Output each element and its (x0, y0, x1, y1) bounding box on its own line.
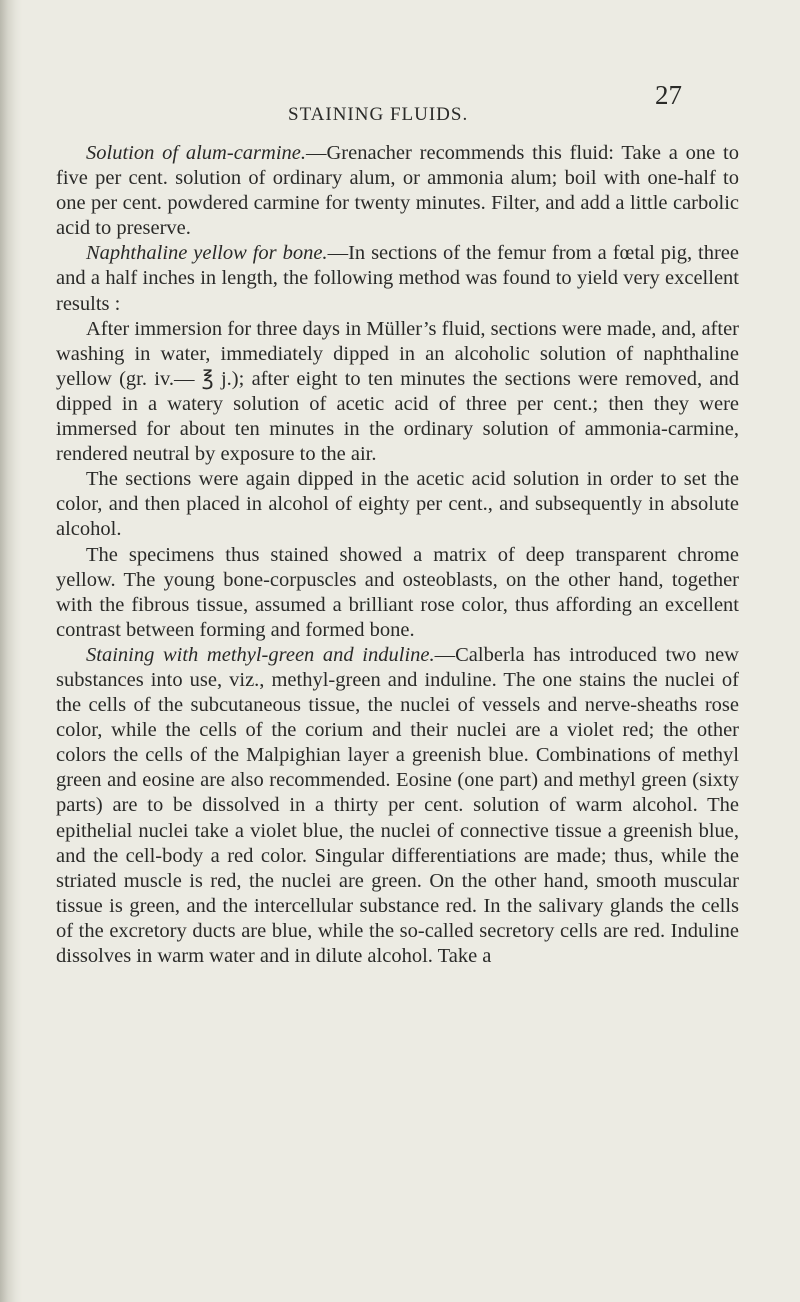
paragraph-mullers-fluid-method (56, 317, 739, 468)
page-header (0, 80, 800, 134)
paragraph-text: —Grenacher recommends this fluid: Take a one to five per cent. solution of ordinary alum, or ammonia alum; boil with one-half to one per cent. powdered carmine for twenty minutes. Filter, and add a little carbolic acid to preserve. (56, 142, 739, 240)
paragraph-specimens-result (56, 543, 739, 643)
section-heading: Naphthaline yellow for bone. (86, 242, 328, 265)
paragraph-text: After immersion for three days in Müller’s fluid, sections were made, and, after washing in water, immediately dipped in an alcoholic solution of naphthaline yellow (gr. iv.— ℥ j.); after eight to ten minutes the sections were removed, and dipped in a watery solution of acetic acid of three per cent.; then they were immersed for about ten minutes in the ordinary solution of ammonia-carmine, rendered neutral by exposure to the air. (56, 317, 739, 466)
paragraph-text: The specimens thus stained showed a matrix of deep transparent chrome yellow. The young bone-corpuscles and osteoblasts, on the other hand, together with the fibrous tissue, assumed a brilliant rose color, thus affording an excellent contrast between forming and formed bone. (56, 543, 739, 641)
page-edge-shadow (0, 0, 22, 1302)
paragraph-acetic-acid-set (56, 467, 739, 542)
paragraph-naphthaline-yellow (56, 241, 739, 316)
paragraph-text: —Calberla has introduced two new substances into use, viz., methyl-green and induline. The one stains the nuclei of the cells of the subcutaneous tissue, the nuclei of vessels and nerve-sheaths rose color, while the cells of the corium and their nuclei are a violet red; the other colors the cells of the Malpighian layer a greenish blue. Combinations of methyl green and eosine are also recommended. Eosine (one part) and methyl green (sixty parts) are to be dissolved in a thirty per cent. solution of warm alcohol. The epithelial nuclei take a violet blue, the nuclei of connective tissue a greenish blue, and the cell-body a red color. Singular differentiations are made; thus, while the striated muscle is red, the nuclei are green. On the other hand, smooth muscular tissue is green, and the intercellular substance red. In the salivary glands the cells of the excretory ducts are blue, while the so-called secretory cells are red. Induline dissolves in warm water and in dilute alcohol. Take a (56, 643, 739, 967)
paragraph-text: The sections were again dipped in the acetic acid solution in order to set the color, and then placed in alcohol of eighty per cent., and subsequently in absolute alcohol. (56, 468, 739, 541)
page-number: 27 (655, 80, 682, 110)
running-head: STAINING FLUIDS. (288, 104, 469, 125)
section-heading: Staining with methyl-green and induline. (86, 643, 435, 666)
paragraph-text: —In sections of the femur from a fœtal pig, three and a half inches in length, the following method was found to yield very excellent results : (56, 242, 739, 315)
page-body (56, 141, 739, 969)
section-heading: Solution of alum-carmine. (86, 142, 306, 164)
paragraph-alum-carmine (56, 141, 739, 241)
paragraph-methyl-green-induline (56, 643, 739, 969)
